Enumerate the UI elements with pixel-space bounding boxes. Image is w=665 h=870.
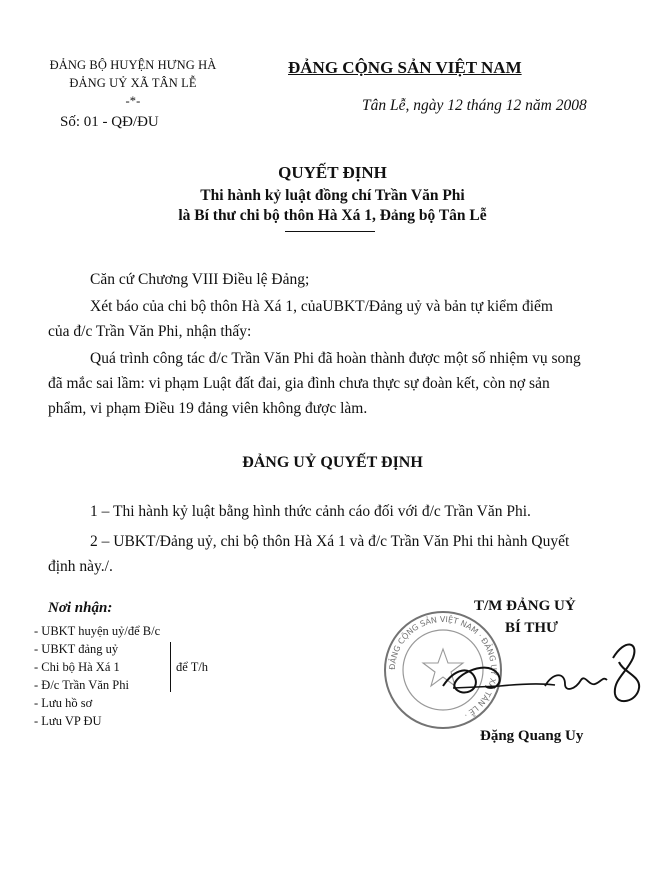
decision-item-2-line-1: 2 – UBKT/Đảng uỷ, chi bộ thôn Hà Xá 1 và đ/c Trần Văn Phi thi hành Quyết — [90, 533, 570, 550]
paragraph-review-line-1: Xét báo của chi bộ thôn Hà Xá 1, củaUBKT/Đảng uỷ và bản tự kiểm điểm — [90, 298, 553, 315]
handwritten-signature — [425, 628, 650, 713]
org-line-1: ĐẢNG BỘ HUYỆN HƯNG HÀ — [49, 58, 217, 72]
party-name: ĐẢNG CỘNG SẢN VIỆT NAM — [288, 58, 522, 77]
signer-name: Đặng Quang Uy — [480, 728, 584, 744]
paragraph-findings-line-2: đã mắc sai lầm: vi phạm Luật đất đai, gia đình chưa thực sự đoàn kết, còn nợ sản — [48, 375, 550, 392]
title-line-1: Thi hành kỷ luật đồng chí Trần Văn Phi — [200, 187, 465, 204]
title-divider — [285, 231, 375, 232]
document-title: QUYẾT ĐỊNH — [278, 163, 387, 182]
recipient-group-note: để T/h — [176, 660, 209, 674]
org-line-2: ĐẢNG UỶ XÃ TÂN LỄ — [69, 76, 197, 90]
title-line-2: là Bí thư chi bộ thôn Hà Xá 1, Đảng bộ Tân Lễ — [178, 207, 487, 224]
recipients-title: Nơi nhận: — [48, 600, 113, 616]
recipient-item: - Lưu hồ sơ — [34, 696, 93, 710]
document-number: Số: 01 - QĐ/ĐU — [60, 114, 159, 130]
paragraph-basis: Căn cứ Chương VIII Điều lệ Đảng; — [90, 271, 310, 288]
signature-on-behalf: T/M ĐẢNG UỶ — [474, 598, 576, 614]
recipient-item: - Đ/c Trần Văn Phi — [34, 678, 129, 692]
decision-item-2-line-2: định này./. — [48, 558, 113, 575]
decision-heading: ĐẢNG UỶ QUYẾT ĐỊNH — [242, 454, 423, 471]
recipient-item: - UBKT huyện uỷ/để B/c — [34, 624, 161, 638]
decision-item-1: 1 – Thi hành kỷ luật bằng hình thức cảnh cáo đối với đ/c Trần Văn Phi. — [90, 503, 531, 520]
signature-position: BÍ THƯ — [505, 620, 558, 636]
paragraph-findings-line-3: phẩm, vi phạm Điều 19 đảng viên không được làm. — [48, 400, 368, 417]
stamp-text: ĐẢNG CỘNG SẢN VIỆT NAM · ĐẢNG UỶ XÃ TÂN LỄ · — [387, 614, 499, 720]
recipient-item: - Lưu VP ĐU — [34, 714, 102, 728]
org-mark: -*- — [125, 94, 141, 108]
recipient-item: - Chi bộ Hà Xá 1 — [34, 660, 120, 674]
paragraph-review-line-2: của đ/c Trần Văn Phi, nhận thấy: — [48, 323, 252, 340]
recipient-group-bracket — [170, 642, 171, 692]
dateline: Tân Lễ, ngày 12 tháng 12 năm 2008 — [362, 97, 587, 114]
paragraph-findings-line-1: Quá trình công tác đ/c Trần Văn Phi đã hoàn thành được một số nhiệm vụ song — [90, 350, 581, 367]
recipient-item: - UBKT đảng uỷ — [34, 642, 119, 656]
